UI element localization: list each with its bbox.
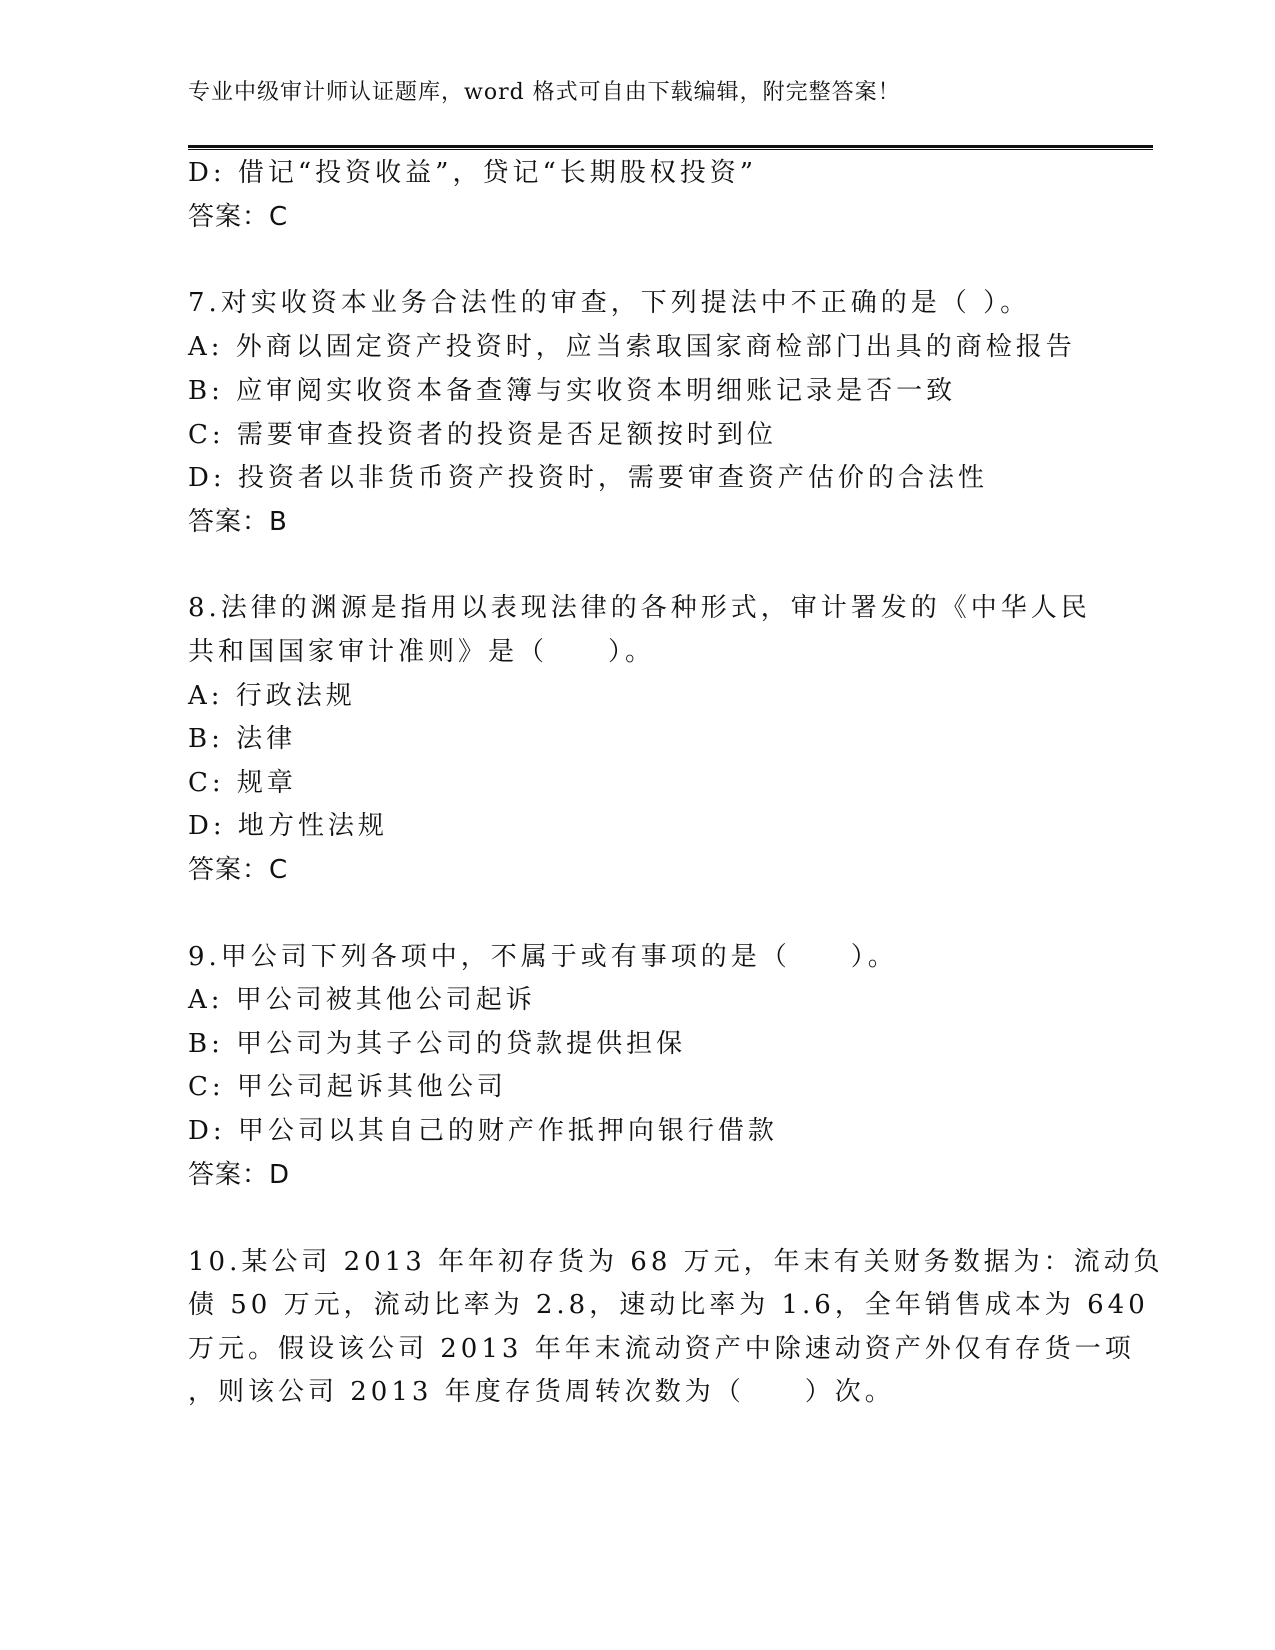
- header-divider: [188, 145, 1153, 150]
- q8-option-c: C: 规章: [188, 768, 297, 798]
- q7-stem: 7.对实收资本业务合法性的审查，下列提法中不正确的是（ ）。: [188, 288, 1031, 318]
- q9-option-c: C: 甲公司起诉其他公司: [188, 1072, 507, 1102]
- q8-answer: 答案：C: [188, 855, 289, 885]
- q8-stem-line1: 8.法律的渊源是指用以表现法律的各种形式，审计署发的《中华人民: [188, 593, 1091, 623]
- q8-stem-line2: 共和国国家审计准则》是（ ）。: [188, 637, 656, 667]
- q9-option-b: B: 甲公司为其子公司的贷款提供担保: [188, 1029, 687, 1059]
- q6-option-d: D: 借记“投资收益”，贷记“长期股权投资”: [188, 158, 758, 188]
- q7-option-d: D: 投资者以非货币资产投资时，需要审查资产估价的合法性: [188, 463, 988, 493]
- q9-stem: 9.甲公司下列各项中，不属于或有事项的是（ ）。: [188, 942, 898, 972]
- q10-stem-line2: 债 50 万元，流动比率为 2.8，速动比率为 1.6，全年销售成本为 640: [188, 1290, 1149, 1320]
- q10-stem-line3: 万元。假设该公司 2013 年年末流动资产中除速动资产外仅有存货一项: [188, 1334, 1135, 1364]
- q6-answer: 答案：C: [188, 202, 289, 232]
- q9-option-a: A: 甲公司被其他公司起诉: [188, 985, 536, 1015]
- q7-answer: 答案：B: [188, 507, 288, 537]
- q9-answer: 答案：D: [188, 1160, 291, 1190]
- header-note: 专业中级审计师认证题库，word 格式可自由下载编辑，附完整答案！: [188, 80, 901, 105]
- q10-stem-line1: 10.某公司 2013 年年初存货为 68 万元，年末有关财务数据为：流动负: [188, 1247, 1164, 1277]
- q7-option-b: B: 应审阅实收资本备查簿与实收资本明细账记录是否一致: [188, 376, 957, 406]
- q8-option-d: D: 地方性法规: [188, 811, 388, 841]
- q7-option-a: A: 外商以固定资产投资时，应当索取国家商检部门出具的商检报告: [188, 332, 1076, 362]
- q9-option-d: D: 甲公司以其自己的财产作抵押向银行借款: [188, 1116, 778, 1146]
- q8-option-a: A: 行政法规: [188, 681, 356, 711]
- q7-option-c: C: 需要审查投资者的投资是否足额按时到位: [188, 420, 777, 450]
- q10-stem-line4: ，则该公司 2013 年度存货周转次数为（ ）次。: [188, 1377, 895, 1407]
- q8-option-b: B: 法律: [188, 724, 297, 754]
